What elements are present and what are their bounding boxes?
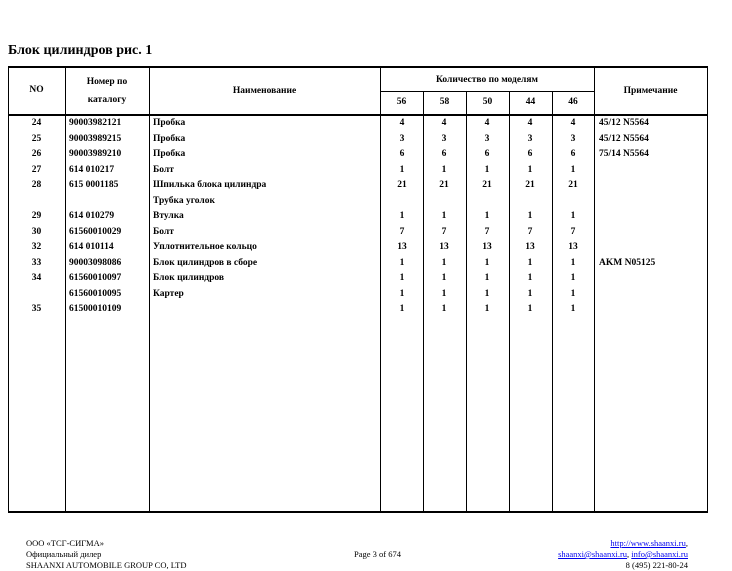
table-row bbox=[8, 289, 708, 305]
table-row bbox=[8, 242, 708, 258]
header-model: 56 bbox=[396, 97, 407, 107]
header-model: 44 bbox=[525, 97, 536, 107]
footer-phone: 8 (495) 221-80-24 bbox=[625, 560, 688, 570]
footer-email-link[interactable]: info@shaanxi.ru bbox=[631, 549, 688, 559]
cell-qty: 1 bbox=[441, 257, 447, 268]
cell-name: Картер bbox=[153, 288, 184, 299]
cell-qty: 1 bbox=[570, 164, 576, 175]
header-model: 58 bbox=[439, 97, 450, 107]
footer-dealer: Официальный дилер bbox=[26, 549, 102, 559]
header-catalog-1: Номер по bbox=[86, 77, 128, 87]
footer-contacts: http://www.shaanxi.ru, shaanxi@shaanxi.ru, info@shaanxi.ru 8 (495) 221-80-24 bbox=[558, 538, 688, 570]
header-catalog-2: каталогу bbox=[87, 95, 127, 105]
cell-qty: 1 bbox=[441, 288, 447, 299]
cell-name: Блок цилиндров в сборе bbox=[153, 257, 258, 268]
cell-qty: 1 bbox=[570, 288, 576, 299]
footer-company bbox=[26, 538, 187, 571]
header-no: NO bbox=[29, 85, 44, 95]
table-row bbox=[8, 196, 708, 212]
cell-qty: 6 bbox=[570, 149, 576, 159]
cell-qty: 1 bbox=[570, 304, 576, 314]
cell-qty: 1 bbox=[527, 164, 533, 175]
cell-qty: 1 bbox=[484, 273, 490, 283]
table-row bbox=[8, 211, 708, 227]
cell-qty: 21 bbox=[568, 180, 578, 190]
cell-qty: 7 bbox=[527, 226, 533, 237]
cell-qty: 1 bbox=[484, 288, 490, 299]
cell-catalog: 90003989215 bbox=[69, 133, 122, 144]
cell-catalog: 90003982121 bbox=[69, 118, 122, 128]
qty-header-rule bbox=[380, 91, 594, 92]
cell-qty: 4 bbox=[484, 118, 490, 128]
footer-group: SHAANXI AUTOMOBILE GROUP CO, LTD bbox=[26, 560, 187, 570]
table-row bbox=[8, 180, 708, 196]
cell-qty: 1 bbox=[527, 304, 533, 314]
cell-qty: 1 bbox=[527, 257, 533, 268]
cell-catalog: 90003098086 bbox=[69, 257, 122, 268]
cell-no: 27 bbox=[31, 164, 42, 175]
cell-qty: 3 bbox=[441, 133, 447, 144]
cell-catalog: 61560010029 bbox=[69, 226, 122, 237]
cell-qty: 1 bbox=[527, 273, 533, 283]
header-note: Примечание bbox=[623, 86, 678, 96]
cell-qty: 7 bbox=[441, 226, 447, 237]
cell-qty: 1 bbox=[399, 164, 405, 175]
header-qty: Количество по моделям bbox=[436, 75, 538, 85]
cell-catalog: 614 010217 bbox=[69, 164, 115, 175]
cell-qty: 6 bbox=[399, 149, 405, 159]
cell-name: Пробка bbox=[153, 133, 186, 144]
cell-qty: 6 bbox=[441, 149, 447, 159]
cell-name: Болт bbox=[153, 164, 174, 175]
cell-qty: 7 bbox=[484, 226, 490, 237]
cell-qty: 21 bbox=[397, 180, 407, 190]
page-title: Блок цилиндров рис. 1 bbox=[8, 43, 153, 58]
header-model: 46 bbox=[568, 97, 578, 107]
cell-qty: 1 bbox=[441, 273, 447, 283]
cell-qty: 4 bbox=[527, 118, 533, 128]
footer-url-link[interactable]: http://www.shaanxi.ru bbox=[610, 538, 686, 548]
cell-qty: 3 bbox=[484, 133, 490, 144]
table-row bbox=[8, 118, 708, 134]
cell-no: 26 bbox=[31, 149, 42, 159]
cell-qty: 1 bbox=[570, 273, 576, 283]
table-row bbox=[8, 227, 708, 243]
cell-no: 33 bbox=[31, 257, 42, 268]
cell-catalog: 61560010097 bbox=[69, 273, 122, 283]
cell-qty: 1 bbox=[527, 211, 533, 221]
table-header-rule bbox=[8, 114, 708, 116]
cell-qty: 4 bbox=[441, 118, 447, 128]
cell-no: 28 bbox=[31, 180, 42, 190]
cell-qty: 3 bbox=[570, 133, 576, 144]
cell-note: AKM N05125 bbox=[599, 257, 656, 268]
cell-qty: 13 bbox=[525, 242, 535, 252]
table-row bbox=[8, 134, 708, 150]
cell-note: 75/14 N5564 bbox=[599, 149, 649, 159]
cell-name: Болт bbox=[153, 226, 174, 237]
cell-qty: 1 bbox=[441, 164, 447, 175]
cell-qty: 1 bbox=[441, 211, 447, 221]
cell-qty: 4 bbox=[570, 118, 576, 128]
cell-qty: 3 bbox=[527, 133, 533, 144]
table-bottom-rule bbox=[8, 511, 708, 513]
cell-name: Пробка bbox=[153, 149, 186, 159]
cell-name: Уплотнительное кольцо bbox=[153, 242, 257, 252]
cell-catalog: 614 010114 bbox=[69, 242, 114, 252]
cell-qty: 1 bbox=[399, 257, 405, 268]
table-row bbox=[8, 165, 708, 181]
cell-qty: 21 bbox=[482, 180, 492, 190]
cell-qty: 1 bbox=[399, 273, 405, 283]
cell-catalog: 61500010109 bbox=[69, 304, 122, 314]
cell-qty: 13 bbox=[397, 242, 407, 252]
cell-catalog: 90003989210 bbox=[69, 149, 122, 159]
cell-qty: 3 bbox=[399, 133, 405, 144]
table-row bbox=[8, 304, 708, 320]
cell-qty: 13 bbox=[439, 242, 449, 252]
footer-page: Page 3 of 674 bbox=[354, 549, 401, 559]
cell-qty: 1 bbox=[527, 288, 533, 299]
cell-qty: 1 bbox=[399, 288, 405, 299]
cell-note: 45/12 N5564 bbox=[599, 118, 649, 128]
cell-qty: 4 bbox=[399, 118, 405, 128]
table-row bbox=[8, 258, 708, 274]
cell-qty: 1 bbox=[484, 211, 490, 221]
cell-qty: 7 bbox=[399, 226, 405, 237]
cell-name: Шпилька блока цилиндра bbox=[153, 180, 267, 190]
cell-name: Блок цилиндров bbox=[153, 273, 225, 283]
cell-qty: 7 bbox=[570, 226, 576, 237]
cell-qty: 1 bbox=[399, 211, 405, 221]
cell-qty: 1 bbox=[441, 304, 447, 314]
header-model: 50 bbox=[482, 97, 493, 107]
cell-no: 24 bbox=[31, 118, 42, 128]
header-name: Наименование bbox=[232, 86, 297, 96]
cell-catalog: 614 010279 bbox=[69, 211, 115, 221]
cell-no: 34 bbox=[31, 273, 42, 283]
cell-qty: 1 bbox=[484, 164, 490, 175]
cell-note: 45/12 N5564 bbox=[599, 133, 649, 144]
cell-qty: 21 bbox=[439, 180, 449, 190]
table-top-rule bbox=[8, 66, 708, 68]
cell-qty: 1 bbox=[570, 211, 576, 221]
cell-no: 35 bbox=[31, 304, 42, 314]
cell-qty: 21 bbox=[525, 180, 535, 190]
footer-email-link[interactable]: shaanxi@shaanxi.ru bbox=[558, 549, 628, 559]
cell-no: 25 bbox=[31, 133, 42, 144]
cell-qty: 6 bbox=[484, 149, 490, 159]
cell-name: Пробка bbox=[153, 118, 186, 128]
table-row bbox=[8, 149, 708, 165]
cell-catalog: 61560010095 bbox=[69, 288, 122, 299]
cell-qty: 1 bbox=[399, 304, 405, 314]
cell-catalog: 615 0001185 bbox=[69, 180, 119, 190]
cell-qty: 1 bbox=[484, 304, 490, 314]
cell-qty: 6 bbox=[527, 149, 533, 159]
cell-qty: 13 bbox=[568, 242, 578, 252]
table-row bbox=[8, 273, 708, 289]
cell-qty: 1 bbox=[570, 257, 576, 268]
cell-name: Трубка уголок bbox=[153, 195, 215, 206]
cell-name: Втулка bbox=[153, 211, 184, 221]
cell-no: 29 bbox=[31, 211, 42, 221]
cell-no: 30 bbox=[31, 226, 42, 237]
cell-qty: 13 bbox=[482, 242, 492, 252]
footer-company-name: ООО «ТСГ-СИГМА» bbox=[26, 538, 104, 548]
cell-no: 32 bbox=[31, 242, 42, 252]
cell-qty: 1 bbox=[484, 257, 490, 268]
